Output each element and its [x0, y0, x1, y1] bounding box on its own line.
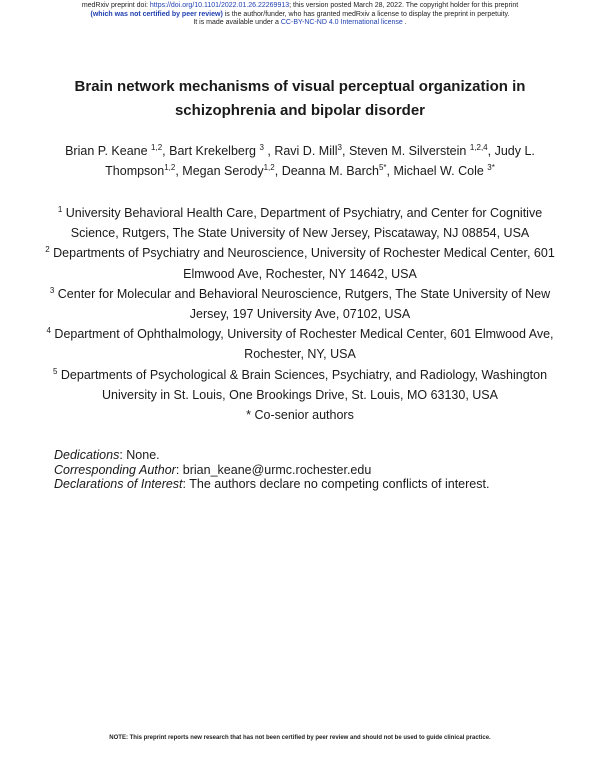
banner-line-1 [0, 2, 600, 11]
author-list [40, 141, 560, 181]
author-name: Deanna M. Barch [281, 164, 379, 178]
author-sep: , [263, 144, 275, 158]
co-senior-note: * Co-senior authors [246, 408, 354, 423]
banner-posted-text: ; this version posted March 28, 2022. The copyright holder for this preprint [289, 2, 519, 9]
affiliation [40, 243, 560, 283]
dedications-label: Dedications [54, 448, 120, 462]
author-sep: , [175, 164, 183, 178]
dedications [54, 448, 574, 463]
affiliation [40, 324, 560, 364]
author [282, 164, 394, 178]
banner-line-3 [0, 19, 600, 28]
author-affil-sup: 1,2 [151, 142, 163, 152]
author-affil-sup: 3 [259, 142, 264, 152]
author-affil-sup: 1,2 [263, 162, 275, 172]
banner-not-certified: (which was not certified by peer review) [90, 10, 223, 18]
banner-doi-prefix: medRxiv preprint doi: [81, 2, 150, 9]
author-name: Michael W. Cole [393, 164, 488, 178]
author-sep: , [274, 164, 282, 178]
author [349, 144, 495, 158]
affiliation-number: 3 [49, 285, 55, 295]
banner-license-text: is the author/funder, who has granted medRxiv a license to display the preprint in perpetuity. [222, 10, 510, 18]
banner-line-2 [0, 11, 600, 20]
author-sep: , [487, 144, 495, 158]
author-name: Bart Krekelberg [169, 144, 260, 158]
affiliation-text: Departments of Psychological & Brain Sciences, Psychiatry, and Radiology, Washington University in St. Louis, One Brookings Drive, St. Louis, MO 63130, USA [60, 367, 548, 402]
declarations-label: Declarations of Interest [54, 477, 183, 491]
affiliation [40, 203, 560, 243]
author-sep: , [162, 144, 170, 158]
corresponding-email: : brian_keane@urmc.rochester.edu [175, 462, 372, 477]
preprint-banner [0, 2, 600, 28]
author-name: Ravi D. Mill [274, 144, 338, 158]
preprint-footer-note: NOTE: This preprint reports new research that has not been certified by peer review and should not be used to guide clinical practice. [109, 735, 491, 741]
author [169, 144, 274, 158]
author-affil-sup: 1,2 [164, 162, 176, 172]
author-name: Brian P. Keane [65, 144, 152, 158]
author-sep: , [341, 144, 349, 158]
affiliation-text: Center for Molecular and Behavioral Neuroscience, Rutgers, The State University of New Jersey, 197 University Ave, 07102, USA [57, 286, 551, 322]
corresponding-author [54, 463, 574, 478]
author-affil-sup: 1,2,4 [469, 142, 488, 152]
affiliation-number: 5 [52, 366, 58, 376]
author [393, 164, 494, 178]
dedications-value: : None. [119, 448, 160, 462]
author-affil-sup: 3* [487, 162, 495, 172]
doi-link[interactable]: https://doi.org/10.1101/2022.01.26.22269913 [149, 2, 290, 9]
affiliation-text: Departments of Psychiatry and Neuroscience, University of Rochester Medical Center, 601 Elmwood Ave, Rochester, NY 14642, USA [53, 246, 555, 281]
author-name: Judy L. Thompson [105, 144, 535, 178]
title-line-2: schizophrenia and bipolar disorder [174, 102, 426, 119]
author-name: Megan Serody [182, 164, 264, 178]
paper-title [40, 75, 560, 123]
license-link[interactable]: CC-BY-NC-ND 4.0 International license [280, 19, 403, 27]
author-affil-sup: 5* [378, 162, 387, 172]
corresponding-label: Corresponding Author [54, 462, 176, 477]
affiliation-number: 1 [57, 204, 63, 214]
front-matter-notes [54, 448, 574, 492]
affiliation-text: Department of Ophthalmology, University of Rochester Medical Center, 601 Elmwood Ave, Rochester, NY, USA [54, 327, 554, 362]
affiliation [40, 284, 560, 324]
title-line-1: Brain network mechanisms of visual perceptual organization in [74, 78, 526, 95]
author-affil-sup: 3 [337, 142, 342, 152]
affiliation-number: 2 [45, 245, 50, 255]
author [65, 144, 169, 158]
author-sep: , [386, 164, 394, 178]
author [182, 164, 281, 178]
declarations [54, 477, 574, 492]
banner-end: . [402, 19, 407, 27]
author [274, 144, 349, 158]
affiliation-number: 4 [46, 326, 51, 336]
affiliation-text: University Behavioral Health Care, Department of Psychiatry, and Center for Cognitive Science, Rutgers, The State University of New Jersey, Piscataway, NJ 08854, USA [65, 206, 543, 241]
affiliation-list [40, 203, 560, 425]
declarations-value: : The authors declare no competing conflicts of interest. [182, 477, 490, 491]
author-name: Steven M. Silverstein [348, 144, 470, 158]
affiliation [40, 365, 560, 405]
banner-available-text: It is made available under a [193, 19, 281, 27]
